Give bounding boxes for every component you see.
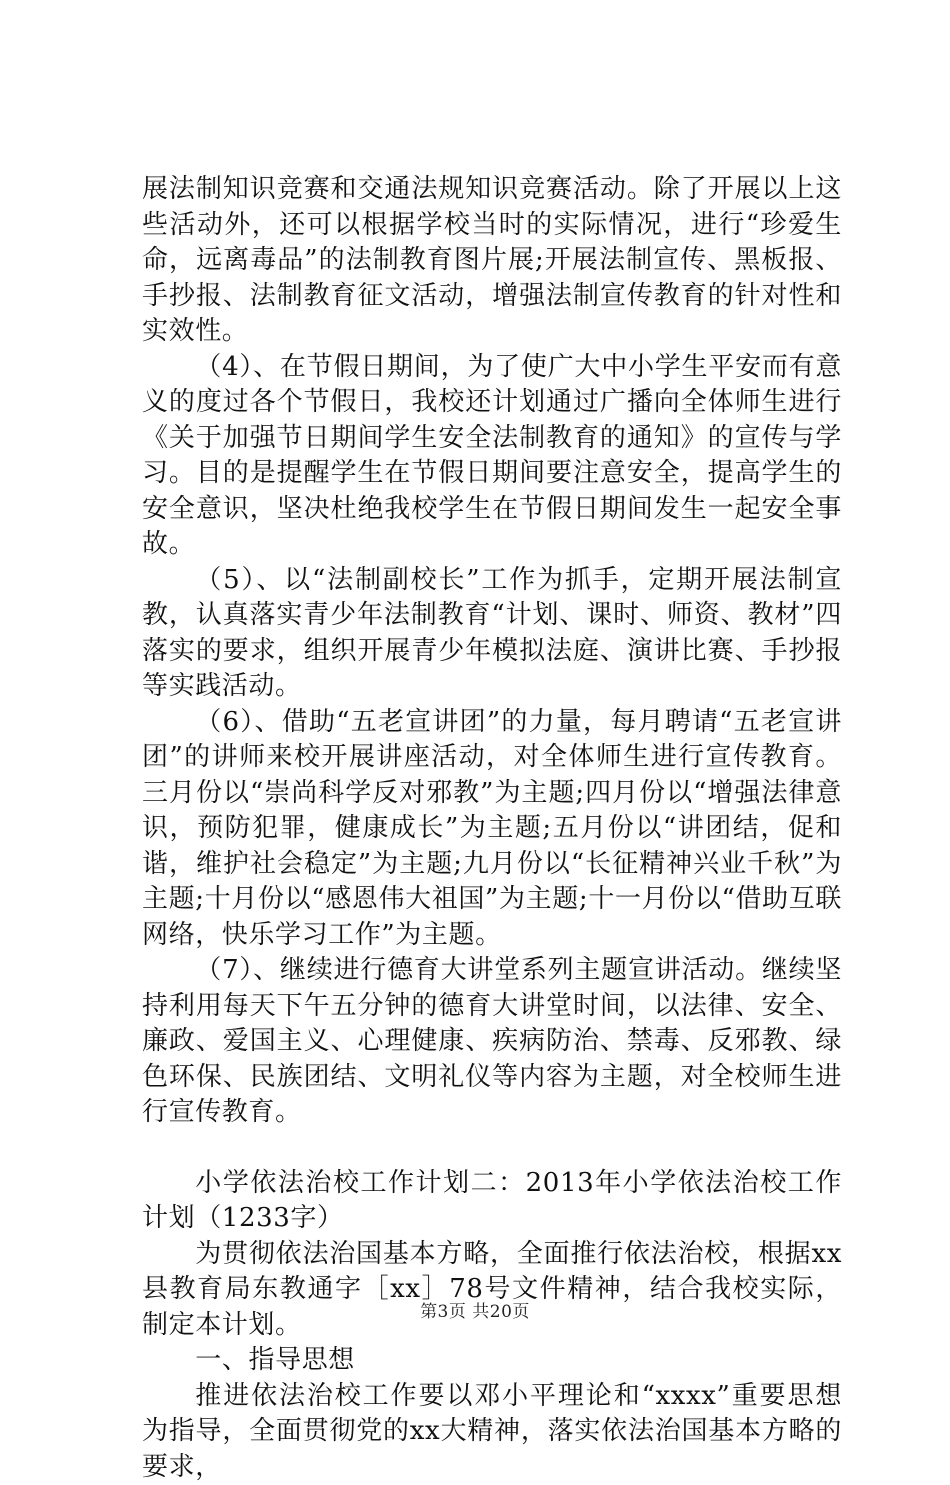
paragraph-guiding-ideology: 推进依法治校工作要以邓小平理论和“xxxx”重要思想为指导，全面贯彻党的xx大精神，落实依法治国基本方略的要求， <box>142 1379 842 1485</box>
paragraph-item-4: （4）、在节假日期间，为了使广大中小学生平安而有意义的度过各个节假日，我校还计划通过广播向全体师生进行《关于加强节日期间学生安全法制教育的通知》的宣传与学习。目的是提醒学生在节假日期间要注意安全，提高学生的安全意识，坚决杜绝我校学生在节假日期间发生一起安全事故。 <box>142 350 842 563</box>
paragraph-item-5: （5）、以“法制副校长”工作为抓手，定期开展法制宣教，认真落实青少年法制教育“计划、课时、师资、教材”四落实的要求，组织开展青少年模拟法庭、演讲比赛、手抄报等实践活动。 <box>142 563 842 705</box>
page-footer: 第3页 共20页 <box>0 1297 950 1322</box>
section-title: 小学依法治校工作计划二：2013年小学依法治校工作计划（1233字） <box>142 1166 842 1237</box>
paragraph-continuation: 展法制知识竞赛和交通法规知识竞赛活动。除了开展以上这些活动外，还可以根据学校当时的实际情况，进行“珍爱生命，远离毒品”的法制教育图片展;开展法制宣传、黑板报、手抄报、法制教育征文活动，增强法制宣传教育的针对性和实效性。 <box>142 172 842 350</box>
paragraph-intro: 为贯彻依法治国基本方略，全面推行依法治校，根据xx县教育局东教通字［xx］78号文件精神，结合我校实际，制定本计划。 <box>142 1237 842 1344</box>
section-heading-guiding-ideology: 一、指导思想 <box>142 1343 842 1379</box>
paragraph-item-6: （6）、借助“五老宣讲团”的力量，每月聘请“五老宣讲团”的讲师来校开展讲座活动，对全体师生进行宣传教育。三月份以“崇尚科学反对邪教”为主题;四月份以“增强法律意识，预防犯罪，健康成长”为主题;五月份以“讲团结，促和谐，维护社会稳定”为主题;九月份以“长征精神兴业千秋”为主题;十月份以“感恩伟大祖国”为主题;十一月份以“借助互联网络，快乐学习工作”为主题。 <box>142 705 842 954</box>
paragraph-item-7: （7）、继续进行德育大讲堂系列主题宣讲活动。继续坚持利用每天下午五分钟的德育大讲堂时间，以法律、安全、廉政、爱国主义、心理健康、疾病防治、禁毒、反邪教、绿色环保、民族团结、文明礼仪等内容为主题，对全校师生进行宣传教育。 <box>142 953 842 1131</box>
document-body <box>142 172 842 1485</box>
